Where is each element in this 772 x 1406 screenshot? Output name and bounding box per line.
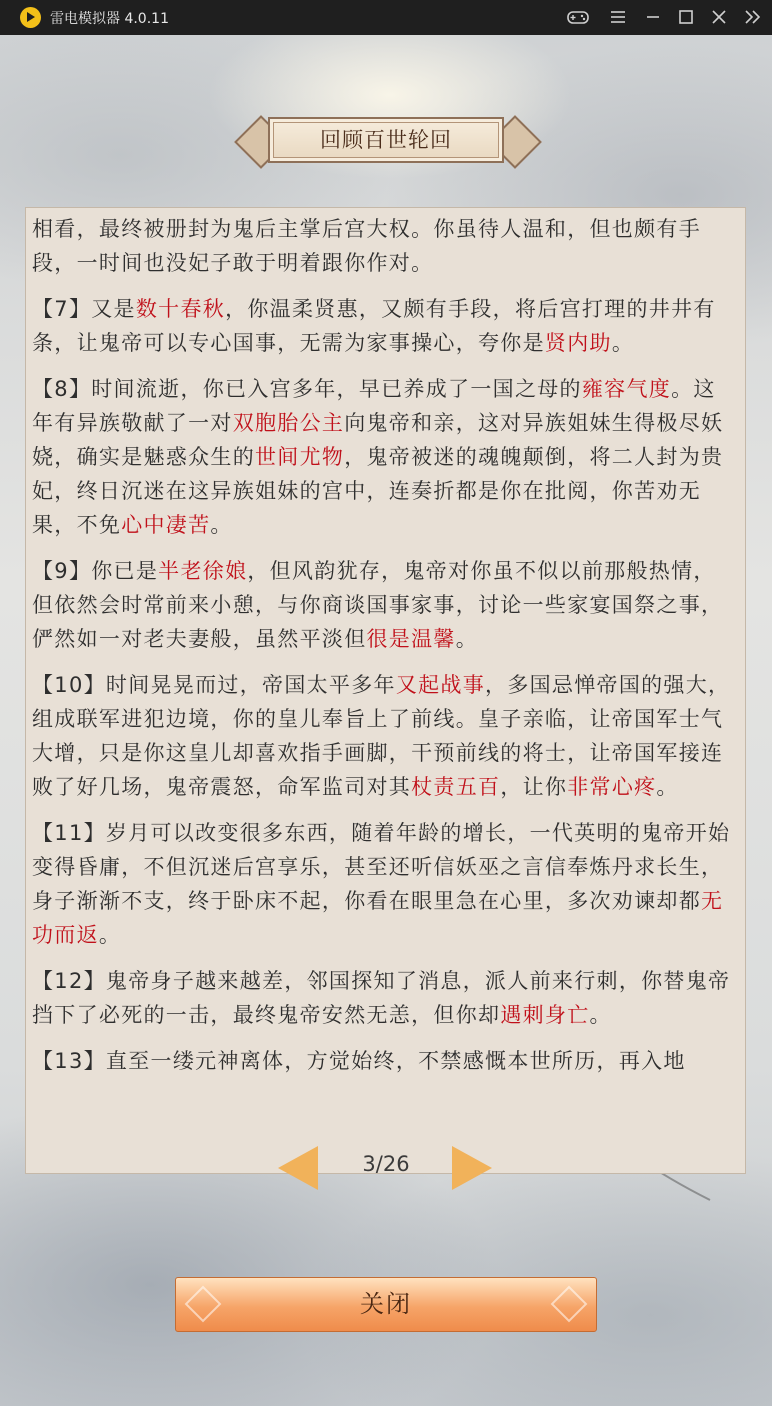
paragraph-text: 。	[589, 1003, 612, 1027]
paragraph-text: 【10】时间晃晃而过，帝国太平多年	[32, 673, 396, 697]
gamepad-icon[interactable]	[565, 5, 591, 29]
highlight-text: 半老徐娘	[158, 559, 248, 583]
highlight-text: 遇刺身亡	[500, 1003, 590, 1027]
paragraph-gap	[26, 1032, 745, 1044]
paragraph-text: 【11】岁月可以改变很多东西，随着年龄的增长，一代英明的鬼帝开始变得昏庸，不但沉迷后宫享乐，甚至还听信妖巫之言信奉炼丹求长生，身子渐渐不支，终于卧床不起，你看在眼里急在心里，多次劝谏却都	[32, 821, 731, 913]
history-paragraph	[32, 668, 731, 804]
paragraph-text: 【12】鬼帝身子越来越差，邻国探知了消息，派人前来行刺，你替鬼帝挡下了必死的一击，最终鬼帝安然无恙，但你却	[32, 969, 731, 1027]
highlight-text: 无功而返	[32, 889, 724, 947]
page-indicator: 3/26	[362, 1152, 410, 1176]
paragraph-text: 【8】时间流逝，你已入宫多年，早已养成了一国之母的	[32, 377, 582, 401]
button-ornament-right	[551, 1286, 588, 1323]
highlight-text: 双胞胎公主	[232, 411, 345, 435]
window-title: 雷电模拟器 4.0.11	[50, 11, 169, 27]
emulator-titlebar	[0, 0, 772, 35]
chevron-right-icon[interactable]	[452, 1146, 492, 1190]
paragraph-text: ，鬼帝被迷的魂魄颠倒，将二人封为贵妃，终日沉迷在这异族姐妹的宫中，连奏折都是你在批阅，你苦劝无果，不免	[32, 445, 724, 537]
paragraph-text: ，让你	[500, 775, 568, 799]
paragraph-gap	[26, 804, 745, 816]
dialog-title-banner	[238, 115, 534, 167]
paragraph-text: ，你温柔贤惠，又颇有手段，将后宫打理的井井有条，让鬼帝可以专心国事，无需为家事操心，夸你是	[32, 297, 716, 355]
highlight-text: 心中凄苦	[121, 513, 211, 537]
maximize-icon[interactable]	[673, 5, 699, 29]
close-icon[interactable]	[706, 5, 732, 29]
highlight-text: 贤内助	[544, 331, 612, 355]
highlight-text: 很是温馨	[366, 627, 456, 651]
highlight-text: 数十春秋	[135, 297, 226, 321]
highlight-text: 世间尤物	[255, 445, 345, 469]
minimize-icon[interactable]	[640, 5, 666, 29]
history-paragraph	[32, 212, 731, 280]
paragraph-gap	[26, 280, 745, 292]
paragraph-text: 向鬼帝和亲，这对异族姐妹生得极尽妖娆，确实是魅惑众生的	[32, 411, 724, 469]
dialog-title: 回顾百世轮回	[320, 128, 452, 152]
paragraph-text: 【9】你已是	[32, 559, 159, 583]
chevron-left-icon[interactable]	[278, 1146, 318, 1190]
paragraph-text: ，多国忌惮帝国的强大，组成联军进犯边境，你的皇儿奉旨上了前线。皇子亲临，让帝国军士气大增，只是你这皇儿却喜欢指手画脚，干预前线的将士，让帝国军接连败了好几场，鬼帝震怒，命军监司对其	[32, 673, 731, 799]
game-screen	[0, 35, 772, 1406]
paragraph-text: 。	[656, 775, 679, 799]
history-paragraph	[32, 372, 731, 542]
paragraph-text: 【13】直至一缕元神离体，方觉始终，不禁感慨本世所历，再入地	[32, 1049, 686, 1073]
paragraph-gap	[26, 542, 745, 554]
highlight-text: 杖责五百	[411, 775, 501, 799]
pager	[0, 1140, 772, 1190]
close-button[interactable]	[175, 1277, 597, 1332]
history-paragraph	[32, 816, 731, 952]
highlight-text: 雍容气度	[581, 377, 672, 401]
menu-icon[interactable]	[605, 5, 631, 29]
paragraph-gap	[26, 952, 745, 964]
paragraph-text: 。	[611, 331, 635, 355]
paragraph-list	[26, 212, 745, 1078]
history-text-panel[interactable]	[25, 207, 746, 1174]
history-paragraph	[32, 554, 731, 656]
close-button-label: 关闭	[360, 1290, 412, 1318]
paragraph-text: ，但风韵犹存，鬼帝对你虽不似以前那般热情，但依然会时常前来小憩，与你商谈国事家事，讨论一些家宴国祭之事，俨然如一对老夫妻般，虽然平淡但	[32, 559, 724, 651]
button-ornament-left	[185, 1286, 222, 1323]
paragraph-text: 相看，最终被册封为鬼后主掌后宫大权。你虽待人温和，但也颇有手段，一时间也没妃子敢于明着跟你作对。	[32, 217, 701, 275]
paragraph-gap	[26, 360, 745, 372]
history-paragraph	[32, 1044, 731, 1078]
paragraph-text: 。	[455, 627, 479, 651]
expand-icon[interactable]	[740, 5, 766, 29]
highlight-text: 非常心疼	[567, 775, 657, 799]
emulator-logo-icon	[20, 7, 41, 28]
paragraph-text: 【7】又是	[32, 297, 136, 321]
paragraph-gap	[26, 656, 745, 668]
history-paragraph	[32, 964, 731, 1032]
paragraph-text: 。这年有异族敬献了一对	[32, 377, 716, 435]
paragraph-text: 。	[98, 923, 122, 947]
highlight-text: 又起战事	[395, 673, 486, 697]
history-paragraph	[32, 292, 731, 360]
paragraph-text: 。	[210, 513, 233, 537]
